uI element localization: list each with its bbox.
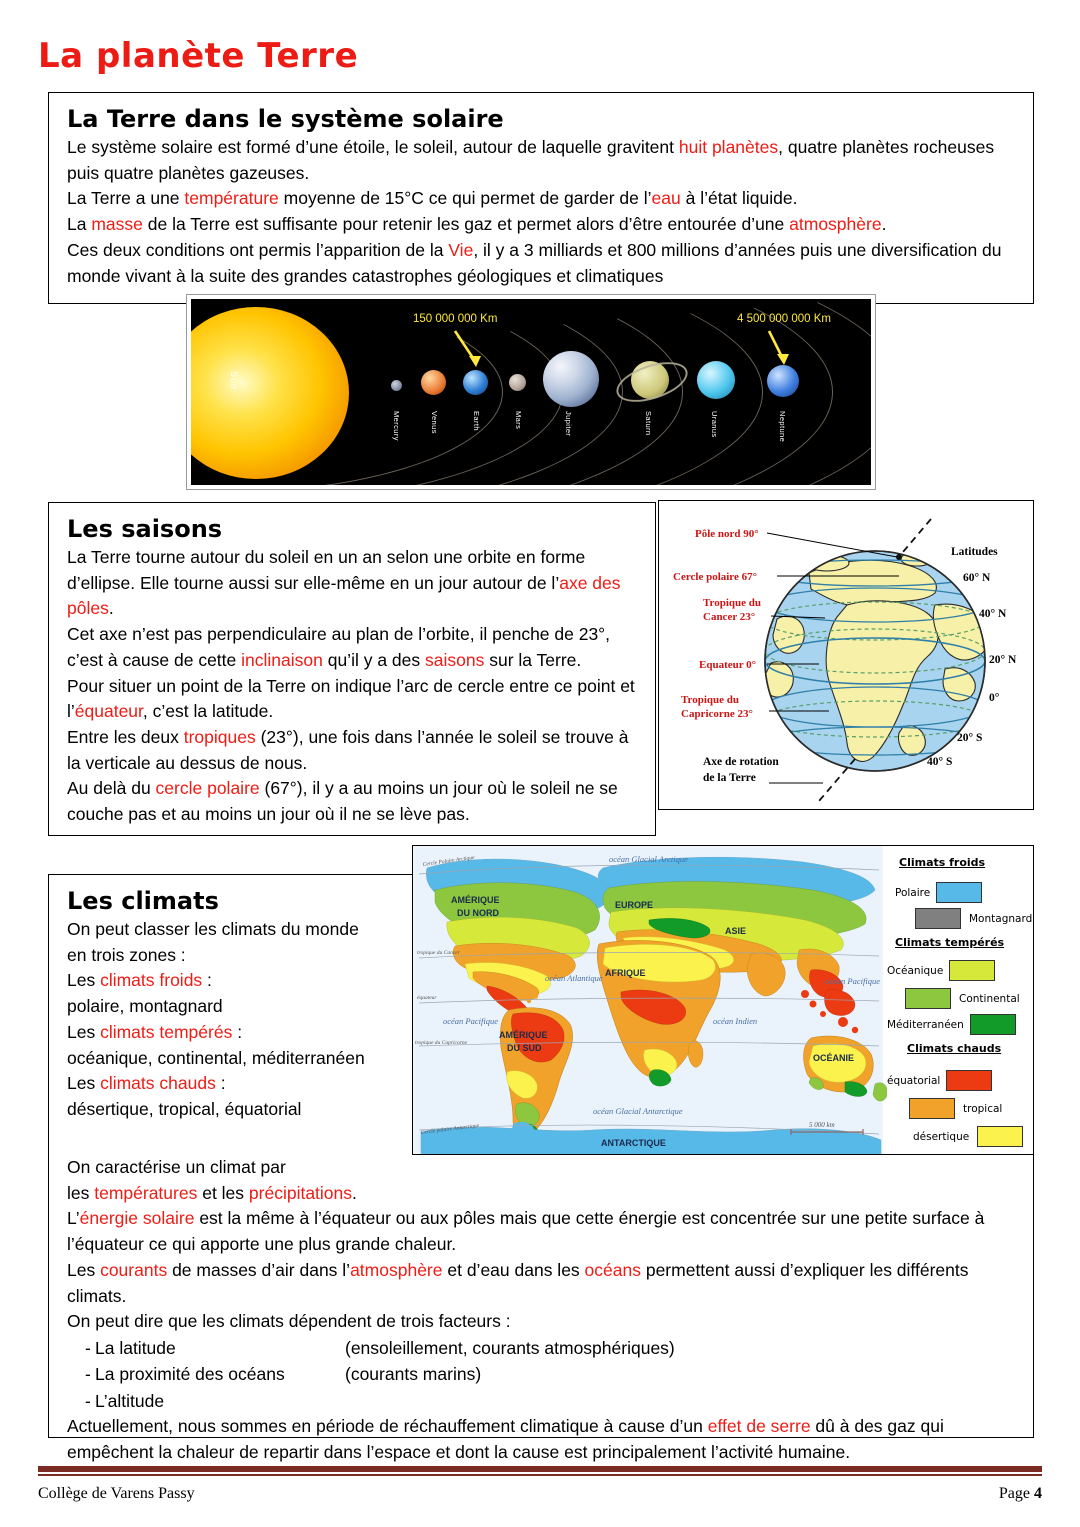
label-pole-nord: Pôle nord 90° [695, 528, 759, 540]
climate-line-2: en trois zones : [67, 944, 186, 965]
highlight-huit-planetes: huit planètes [678, 137, 779, 157]
label-tropique-capricorne-1: Tropique du [681, 694, 739, 706]
label-latitudes: Latitudes [951, 546, 998, 558]
map-ocean-pacifique-ouest: océan Pacifique [443, 1016, 498, 1026]
world-climate-map [412, 845, 1034, 1155]
label-lat-60n: 60° N [963, 572, 991, 584]
text-run: La [67, 214, 92, 235]
bullet-dash: - [85, 1338, 91, 1359]
map-scale-label: 5 000 km [809, 1121, 835, 1129]
map-label-amerique-du-nord-1: AMÉRIQUE [451, 895, 500, 905]
legend-swatch-continental [905, 988, 951, 1009]
legend-item-desertique [913, 1126, 1023, 1147]
planet-label-jupiter: Jupiter [564, 411, 573, 437]
text-run: à l’état liquide. [680, 188, 798, 209]
highlight-temperatures: températures [94, 1182, 198, 1203]
section1-paragraph-2 [67, 186, 1017, 212]
climate-line-5 [67, 1020, 439, 1046]
section2-paragraph-3 [67, 674, 641, 725]
legend-label: Méditerranéen [887, 1018, 964, 1031]
text-run: Les [67, 1073, 101, 1094]
footer-page-number [999, 1485, 1042, 1503]
label-lat-20s: 20° S [957, 732, 983, 744]
label-lat-20n: 20° N [989, 654, 1017, 666]
sun-label: Sun [229, 371, 239, 391]
planet-jupiter [543, 351, 599, 407]
legend-item-montagnard [915, 908, 1032, 929]
section3-heading: Les climats [67, 887, 219, 915]
list-item [67, 1335, 1017, 1361]
arrow-to-earth [449, 329, 493, 373]
text-run: de masses d’air dans l’ [167, 1259, 351, 1280]
text-run: : [215, 1073, 226, 1094]
climate-body-1: On caractérise un climat par [67, 1157, 286, 1177]
climate-line-8: désertique, tropical, équatorial [67, 1099, 302, 1120]
text-run: permettent aussi d’expliquer les différents climats. [67, 1259, 969, 1306]
footer-page-label: Page [998, 1485, 1034, 1502]
section2-heading: Les saisons [67, 515, 223, 543]
climate-factors-list [67, 1335, 1017, 1414]
highlight-climats-froids: climats froids [100, 970, 203, 991]
planet-label-mercury: Mercury [392, 411, 401, 441]
text-run: et d’eau dans les [442, 1259, 585, 1280]
planet-uranus [697, 361, 735, 399]
legend-item-continental [905, 988, 1020, 1009]
legend-item-polaire [895, 882, 982, 903]
map-line-cercle-antarctique: Cercle polaire Antarctique [420, 1122, 480, 1136]
map-line-tropique-cancer: tropique du Cancer [417, 950, 460, 956]
map-line-cercle-arctique: Cercle Polaire Arctique [422, 854, 475, 868]
label-axe-rotation-2: de la Terre [703, 772, 756, 784]
map-legend [887, 846, 1033, 1154]
map-label-afrique: AFRIQUE [605, 968, 646, 978]
text-run: Pour situer un point de la Terre on indique l’arc de cercle entre ce point et l’ [67, 675, 635, 722]
text-run: La Terre a une [67, 188, 185, 209]
legend-swatch-equatorial [946, 1070, 992, 1091]
label-lat-40s: 40° S [927, 756, 953, 768]
footer-page-value: 4 [1034, 1485, 1042, 1502]
legend-swatch-oceanique [949, 960, 995, 981]
legend-swatch-montagnard [915, 908, 961, 929]
text-run: Les [67, 1021, 101, 1042]
label-axe-rotation-1: Axe de rotation [703, 756, 779, 768]
map-label-oceanie: OCÉANIE [813, 1053, 855, 1063]
section2-body [67, 545, 641, 828]
legend-item-oceanique [887, 960, 995, 981]
text-run: est la même à l’équateur ou aux pôles mais que cette énergie est concentrée sur une petite surface à l’équateur ce qui apporte une plus grande chaleur. [67, 1208, 985, 1255]
text-run: Entre les deux [67, 727, 184, 748]
legend-item-equatorial [887, 1070, 992, 1091]
list-item [67, 1361, 1017, 1387]
highlight-atmosphere-2: atmosphère [350, 1259, 443, 1280]
legend-label: Montagnard [969, 912, 1033, 925]
climate-body-6 [67, 1414, 1017, 1465]
map-label-amerique-du-nord-2: DU NORD [457, 908, 499, 918]
climate-line-7 [67, 1071, 439, 1097]
label-tropique-capricorne-2: Capricorne 23° [681, 708, 753, 720]
page-footer [38, 1466, 1042, 1503]
planet-mercury [391, 380, 402, 391]
section3-body [67, 1155, 1017, 1465]
section1-paragraph-4 [67, 238, 1017, 289]
highlight-atmosphere: atmosphère [789, 214, 882, 235]
legend-swatch-polaire [936, 882, 982, 903]
arrow-to-neptune [761, 329, 805, 373]
legend-group-climats-temperes: Climats tempérés [895, 936, 1005, 949]
highlight-climats-chauds: climats chauds [100, 1073, 216, 1094]
planet-label-mars: Mars [514, 411, 523, 430]
highlight-courants: courants [100, 1259, 168, 1280]
text-run: . [108, 598, 114, 619]
planet-mars [509, 374, 526, 391]
highlight-precipitations: précipitations [248, 1182, 353, 1203]
factor-label: La proximité des océans [95, 1364, 285, 1385]
highlight-temperature: température [184, 188, 279, 209]
legend-label: tropical [963, 1102, 1003, 1115]
label-tropique-cancer-1: Tropique du [703, 597, 761, 609]
text-run: Au delà du [67, 778, 156, 799]
legend-group-climats-froids: Climats froids [899, 856, 986, 869]
text-run: Les [67, 970, 101, 991]
factor-label: L’altitude [95, 1390, 165, 1411]
planet-label-neptune: Neptune [778, 411, 787, 443]
planet-earth [463, 370, 488, 395]
label-cercle-polaire: Cercle polaire 67° [673, 571, 758, 583]
legend-label: désertique [913, 1130, 970, 1143]
section2-paragraph-1 [67, 545, 641, 622]
text-run: Actuellement, nous sommes en période de réchauffement climatique à cause d’un [67, 1415, 708, 1436]
highlight-vie: Vie [448, 239, 474, 260]
highlight-eau: eau [651, 188, 681, 209]
map-ocean-arctique: océan Glacial Arctique [609, 854, 688, 864]
page-title: La planète Terre [38, 36, 359, 76]
text-run: La Terre tourne autour du soleil en un an selon une orbite en forme d’ellipse. Elle tourne aussi sur elle-même en un jour autour de l’ [67, 547, 586, 593]
legend-item-mediterraneen [887, 1014, 1016, 1035]
text-run: de la Terre est suffisante pour retenir les gaz et permet alors d’être entourée d’une [142, 214, 790, 235]
solar-system-illustration [191, 299, 871, 485]
planet-label-uranus: Uranus [710, 411, 719, 438]
text-run: , il y a 3 milliards et 800 millions d’années puis une diversification du monde vivant à la suite des grandes catastrophes géologiques et climatiques [67, 239, 1002, 286]
legend-label: équatorial [887, 1074, 941, 1087]
section2-paragraph-4 [67, 725, 641, 776]
map-ocean-antarctique: océan Glacial Antarctique [593, 1106, 683, 1116]
climate-line-4: polaire, montagnard [67, 996, 223, 1017]
highlight-masse: masse [91, 214, 143, 235]
earth-latitudes-diagram [658, 500, 1034, 810]
footer-rule-thin [38, 1474, 1042, 1476]
factor-note: (courants marins) [345, 1364, 482, 1385]
highlight-climats-temperes: climats tempérés [100, 1021, 233, 1042]
legend-item-tropical [909, 1098, 1002, 1119]
planet-label-saturn: Saturn [644, 411, 653, 436]
bullet-dash: - [85, 1364, 91, 1385]
label-equateur: Equateur 0° [699, 659, 757, 671]
legend-label: Continental [959, 992, 1020, 1005]
map-ocean-indien: océan Indien [713, 1016, 758, 1026]
planet-label-earth: Earth [472, 411, 481, 431]
factor-label: La latitude [95, 1338, 176, 1359]
map-label-amerique-du-sud-1: AMÉRIQUE [499, 1030, 548, 1040]
map-label-asie: ASIE [725, 926, 747, 936]
footer-school-name: Collège de Varens Passy [38, 1485, 195, 1502]
highlight-axe-des-poles: axe des pôles [67, 572, 621, 619]
highlight-inclinaison: inclinaison [241, 649, 323, 670]
highlight-saisons: saisons [425, 649, 485, 670]
section1-heading: La Terre dans le système solaire [67, 105, 504, 133]
text-run: Les [67, 1259, 101, 1280]
climate-line-1: On peut classer les climats du monde [67, 919, 359, 939]
highlight-oceans: océans [584, 1259, 641, 1280]
climate-body-5: On peut dire que les climats dépendent de trois facteurs : [67, 1311, 511, 1332]
text-run: dû à des gaz qui empêchent la chaleur de repartir dans l’espace et dont la cause est principalement l’activité humaine. [67, 1415, 944, 1462]
legend-label: Océanique [887, 964, 944, 977]
text-run: (23°), une fois dans l’année le soleil se trouve à la verticale au dessus de nous. [67, 727, 629, 773]
text-run: et les [197, 1182, 249, 1203]
climate-body-2 [67, 1181, 1017, 1207]
map-ocean-atlantique: océan Atlantique [545, 973, 603, 983]
factor-note: (ensoleillement, courants atmosphériques) [345, 1338, 675, 1359]
distance-label-neptune: 4 500 000 000 Km [737, 313, 831, 325]
highlight-cercle-polaire: cercle polaire [155, 778, 260, 799]
text-run: : [232, 1021, 243, 1042]
section1-body [67, 135, 1017, 289]
text-run: . [352, 1182, 357, 1203]
section-solar-system [48, 92, 1034, 304]
text-run: (67°), il y a au moins un jour où le soleil ne se couche pas et au moins un jour où il ne se lève pas. [67, 778, 618, 825]
map-label-amerique-du-sud-2: DU SUD [507, 1043, 542, 1053]
text-run: moyenne de 15°C ce qui permet de garder de l’ [278, 188, 652, 209]
climate-line-6: océanique, continental, méditerranéen [67, 1047, 365, 1068]
label-lat-0: 0° [989, 692, 1000, 704]
section3-zones [67, 917, 439, 1123]
list-item [67, 1388, 1017, 1414]
climate-line-3 [67, 968, 439, 994]
legend-swatch-tropical [909, 1098, 955, 1119]
legend-swatch-desertique [977, 1126, 1023, 1147]
map-label-antarctique: ANTARCTIQUE [601, 1138, 666, 1148]
text-run: . [881, 214, 887, 235]
text-run: qu’il y a des [322, 649, 425, 670]
text-run: les [67, 1182, 95, 1203]
highlight-effet-de-serre: effet de serre [707, 1415, 811, 1436]
text-run: sur la Terre. [484, 649, 582, 670]
bullet-dash: - [85, 1390, 91, 1411]
legend-label: Polaire [895, 886, 931, 899]
text-run: Le système solaire est formé d’une étoile, le soleil, autour de laquelle gravitent [67, 137, 679, 157]
text-run: Cet axe n’est pas perpendiculaire au plan de l’orbite, il penche de 23°, c’est à cause de cette [67, 624, 611, 670]
section2-paragraph-5 [67, 776, 641, 827]
text-run: L’ [67, 1208, 80, 1229]
map-ocean-pacifique-est: océan Pacifique [825, 976, 880, 986]
map-line-equateur: équateur [417, 995, 437, 1001]
climate-body-3 [67, 1206, 1017, 1257]
label-tropique-cancer-2: Cancer 23° [703, 611, 756, 623]
legend-swatch-mediterraneen [970, 1014, 1016, 1035]
section1-paragraph-1 [67, 135, 1017, 186]
text-run: Ces deux conditions ont permis l’apparition de la [67, 239, 449, 260]
text-run: , quatre planètes rocheuses puis quatre planètes gazeuses. [67, 137, 995, 183]
section2-paragraph-2 [67, 622, 641, 673]
section-seasons [48, 502, 656, 836]
solar-system-image-frame [186, 294, 876, 490]
highlight-tropiques: tropiques [183, 727, 256, 748]
map-line-tropique-capricorne: tropique du Capricorne [415, 1040, 468, 1046]
planet-venus [421, 370, 446, 395]
legend-group-climats-chauds: Climats chauds [907, 1042, 1002, 1055]
highlight-equateur: équateur [74, 701, 143, 722]
text-run: , c’est la latitude. [142, 701, 274, 722]
planet-label-venus: Venus [430, 411, 439, 434]
map-label-europe: EUROPE [615, 900, 654, 910]
distance-label-earth: 150 000 000 Km [413, 313, 498, 325]
section1-paragraph-3 [67, 212, 1017, 238]
highlight-energie-solaire: énergie solaire [79, 1208, 195, 1229]
climate-body-4 [67, 1258, 1017, 1309]
label-lat-40n: 40° N [979, 608, 1007, 620]
text-run: : [202, 970, 212, 991]
